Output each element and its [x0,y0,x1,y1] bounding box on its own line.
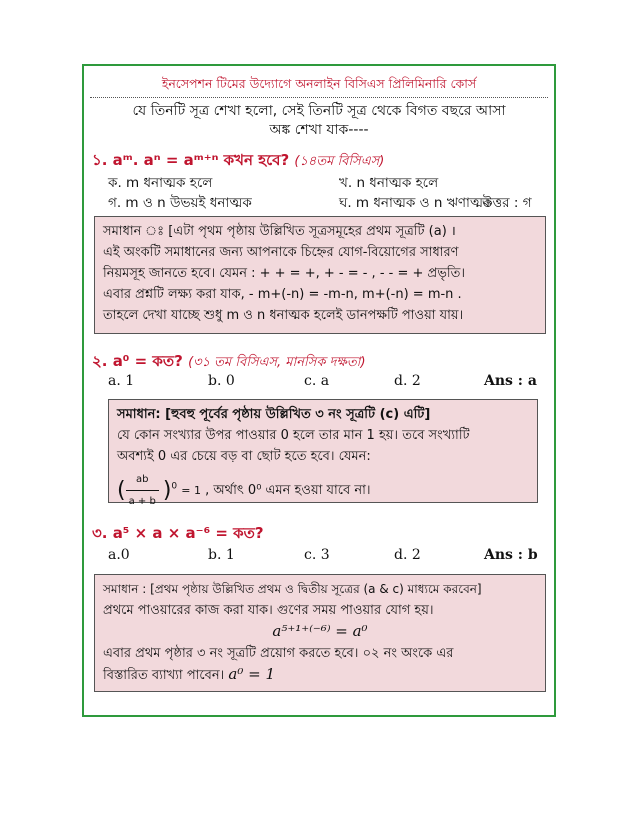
q3-answer: Ans : b [484,547,538,563]
q2-option-c: c. a [304,373,330,389]
q3-option-c: c. 3 [304,547,330,563]
q2-solution-box [108,399,538,507]
q1-solution-line: এবার প্রশ্নটি লক্ষ্য করা যাক, - m+(-n) = -m-n, m+(-n) = m-n . [103,287,462,302]
q1-solution-box [94,216,546,334]
question-3-title [92,522,264,547]
q2-example-tail: , অর্থাৎ 0⁰ এমন হওয়া যাবে না। [205,483,371,498]
q3-solution-line: এবার প্রথম পৃষ্ঠার ৩ নং সূত্রটি প্রয়োগ করতে হবে। ০২ নং অংকে এর [103,646,454,661]
intro-line-1: যে তিনটি সূত্র শেখা হলো, সেই তিনটি সূত্র থেকে বিগত বছরে আসা [132,103,506,119]
q3-option-d: d. 2 [394,547,421,563]
question-2-text: a⁰ = কত? [112,352,183,370]
q1-option-ga: গ. m ও n উভয়ই ধনাত্মক [108,195,252,211]
q3-solution-line: বিস্তারিত ব্যাখ্যা পাবেন। [103,668,225,683]
q1-option-ka: ক. m ধনাত্মক হলে [108,175,213,191]
question-1-title [92,149,384,174]
q3-math-step [103,621,537,643]
q2-option-d: d. 2 [394,373,421,389]
q3-option-a: a.0 [108,547,130,563]
question-2-title [92,350,366,375]
q1-answer: উত্তর : গ [482,195,532,211]
q2-solution-line: যে কোন সংখ্যার উপর পাওয়ার 0 হলে তার মান 1 হয়। তবে সংখ্যাটি [117,428,470,443]
q2-option-b: b. 0 [208,373,235,389]
question-3-text: a⁵ × a × a⁻⁶ = কত? [112,524,264,542]
q1-option-gha: ঘ. m ধনাত্মক ও n ঋণাত্মক [339,195,493,211]
q2-option-a: a. 1 [108,373,135,389]
q2-solution-line: অবশ্যই 0 এর চেয়ে বড় বা ছোট হতে হবে। যেমন: [117,449,371,464]
q2-fraction-exponent: 0 [171,481,178,492]
q2-solution-title: সমাধান: [হুবহু পূর্বের পৃষ্ঠায় উল্লিখিত ৩ নং সূত্রটি (c) এটি] [117,407,431,422]
q3-solution-line: প্রথমে পাওয়ারের কাজ করা যাক। গুণের সময় পাওয়ার যোগ হয়। [103,603,434,618]
question-2-number: ২. [92,352,108,370]
q1-solution-line: এই অংকটি সমাধানের জন্য আপনাকে চিহ্নের যোগ-বিয়োগের সাধারণ [103,245,459,260]
intro-line-2: অঙ্ক শেখা যাক---- [269,122,369,138]
question-1-tag: (১৪তম বিসিএস) [294,154,385,169]
q2-fraction: $\frac{ab}{a + b}$ [126,469,159,512]
page-frame [82,64,556,717]
question-2-tag: (৩১ তম বিসিএস, মানসিক দক্ষতা) [188,355,366,370]
page-header: ইনসেপশন টিমের উদ্যোগে অনলাইন বিসিএস প্রিলিমিনারি কোর্স [161,76,477,91]
q3-option-b: b. 1 [208,547,235,563]
q3-solution-box [94,574,546,692]
q1-solution-line: সমাধান ঃ [এটা পৃথম পৃষ্ঠায় উল্লিখিত সূত্রসমূহের প্রথম সূত্রটি (a) । [103,224,456,239]
q1-solution-line: তাহলে দেখা যাচ্ছে শুধু m ও n ধনাত্মক হলেই ডানপক্ষটি পাওয়া যায়। [103,308,464,323]
question-1-text: aᵐ. aⁿ = aᵐ⁺ⁿ কখন হবে? [112,151,290,169]
question-1-number: ১. [92,151,108,169]
q3-solution-last [103,664,537,686]
q1-option-kha: খ. n ধনাত্মক হলে [339,175,439,191]
q2-fraction-result: = 1 [181,484,201,497]
q3-math-expression: a⁵⁺¹⁺⁽⁻⁶⁾ = a⁰ [272,622,368,640]
intro-text [94,102,544,140]
q2-answer: Ans : a [484,373,537,389]
q2-example-line: ( $\frac{ab}{a + b}$ )$^0$ = 1 , অর্থাৎ 0⁰ এমন হওয়া যাবে না। [117,469,529,512]
q3-solution-title: সমাধান : [প্রথম পৃষ্ঠায় উল্লিখিত প্রথম ও দ্বিতীয় সূত্রের (a & c) মাধ্যমে করবেন] [103,582,482,596]
q3-math-result: a⁰ = 1 [228,665,276,683]
q1-solution-line: নিয়মসূহ জানতে হবে। যেমন : + + = +, + - = - , - - = + প্রভৃতি। [103,266,466,281]
header-divider [90,97,548,98]
question-3-number: ৩. [92,524,108,542]
